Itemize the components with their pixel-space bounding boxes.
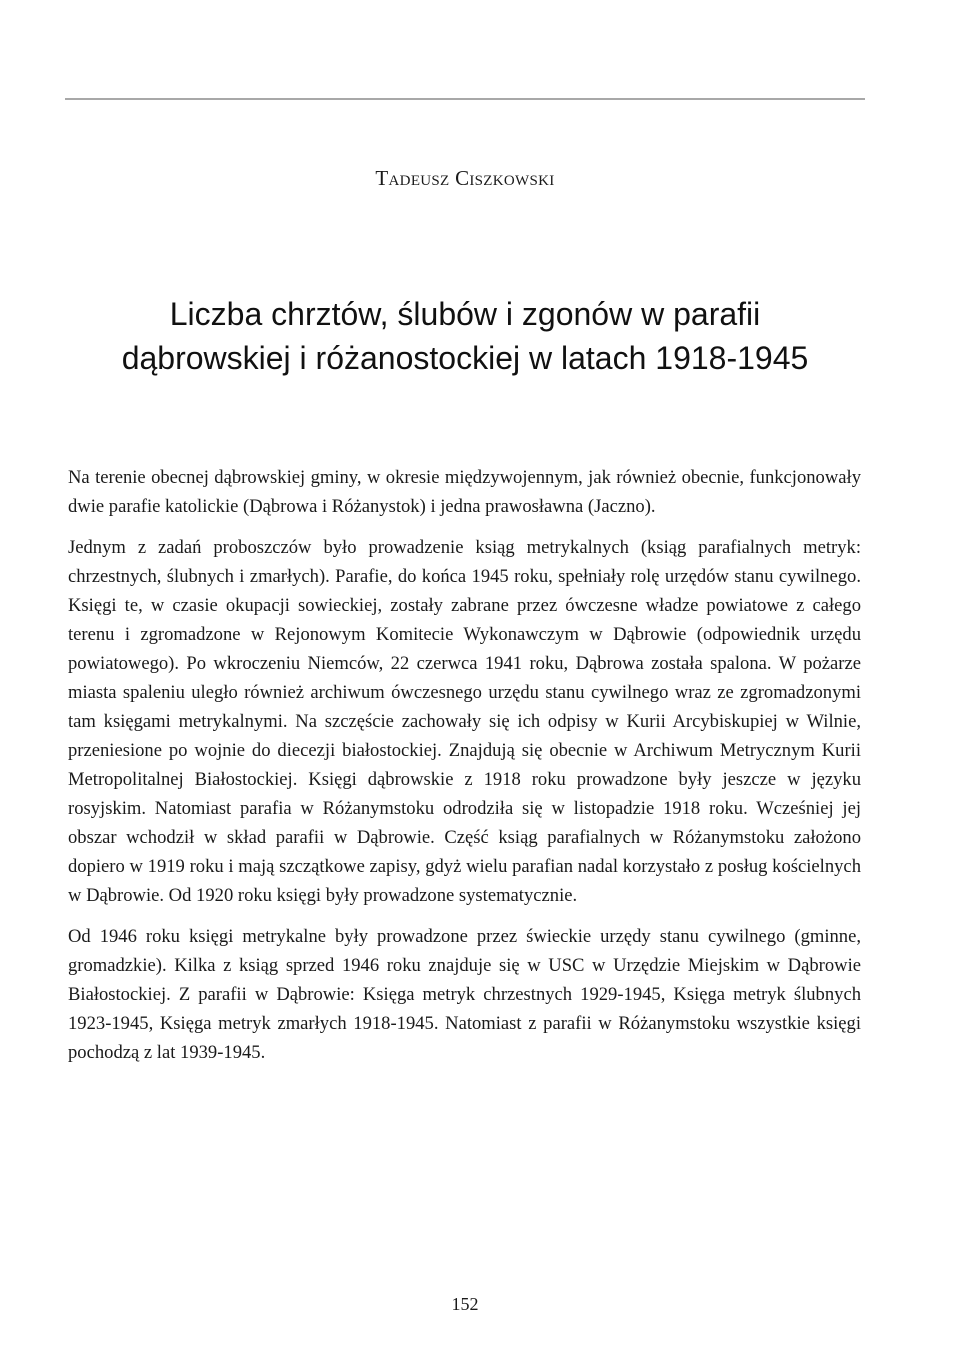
paragraph-2: Jednym z zadań proboszczów było prowadzenie ksiąg metrykalnych (ksiąg parafialnych metryk: chrzestnych, ślubnych i zmarłych). Parafie, do końca 1945 roku, spełniały rolę urzędów stanu cywilnego. Księgi te, w czasie okupacji sowieckiej, zostały zabrane przez ówczesne władze powiatowe z całego terenu i zgromadzone w Rejonowym Komitecie Wykonawczym w Dąbrowie (odpowiednik urzędu powiatowego). Po wkroczeniu Niemców, 22 czerwca 1941 roku, Dąbrowa została spalona. W pożarze miasta spaleniu uległo również archiwum ówczesnego urzędu stanu cywilnego wraz ze zgromadzonymi tam księgami metrykalnymi. Na szczęście zachowały się ich odpisy w Kurii Arcybiskupiej w Wilnie, przeniesione po wojnie do diecezji białostockiej. Znajdują się obecnie w Archiwum Metrycznym Kurii Metropolitalnej Białostockiej. Księgi dąbrowskie z 1918 roku prowadzone były jeszcze w języku rosyjskim. Natomiast parafia w Różanymstoku odrodziła się w listopadzie 1918 roku. Wcześniej jej obszar wchodził w skład parafii w Dąbrowie. Część ksiąg parafialnych w Różanymstoku założono dopiero w 1919 roku i mają szczątkowe zapisy, gdyż wielu parafian nadal korzystało z posług kościelnych w Dąbrowie. Od 1920 roku księgi były prowadzone systematycznie. <box>68 537 861 906</box>
page-number: 152 <box>451 1294 479 1314</box>
article-body <box>68 463 861 1079</box>
paragraph-1: Na terenie obecnej dąbrowskiej gminy, w okresie międzywojennym, jak również obecnie, funkcjonowały dwie parafie katolickie (Dąbrowa i Różanystok) i jedna prawosławna (Jaczno). <box>68 467 861 517</box>
header-rule <box>65 98 865 100</box>
title-line-1: Liczba chrztów, ślubów i zgonów w parafii <box>169 296 761 332</box>
paragraph-3: Od 1946 roku księgi metrykalne były prowadzone przez świeckie urzędy stanu cywilnego (gminne, gromadzkie). Kilka z ksiąg sprzed 1946 roku znajduje się w USC w Urzędzie Miejskim w Dąbrowie Białostockiej. Z parafii w Dąbrowie: Księga metryk chrzestnych 1929-1945, Księga metryk ślubnych 1923-1945, Księga metryk zmarłych 1918-1945. Natomiast z parafii w Różanymstoku wszystkie księgi pochodzą z lat 1939-1945. <box>68 926 861 1063</box>
title-line-2: dąbrowskiej i różanostockiej w latach 1918-1945 <box>121 340 809 376</box>
article-title <box>0 292 930 380</box>
author-name: Tadeusz Ciszkowski <box>375 166 555 190</box>
